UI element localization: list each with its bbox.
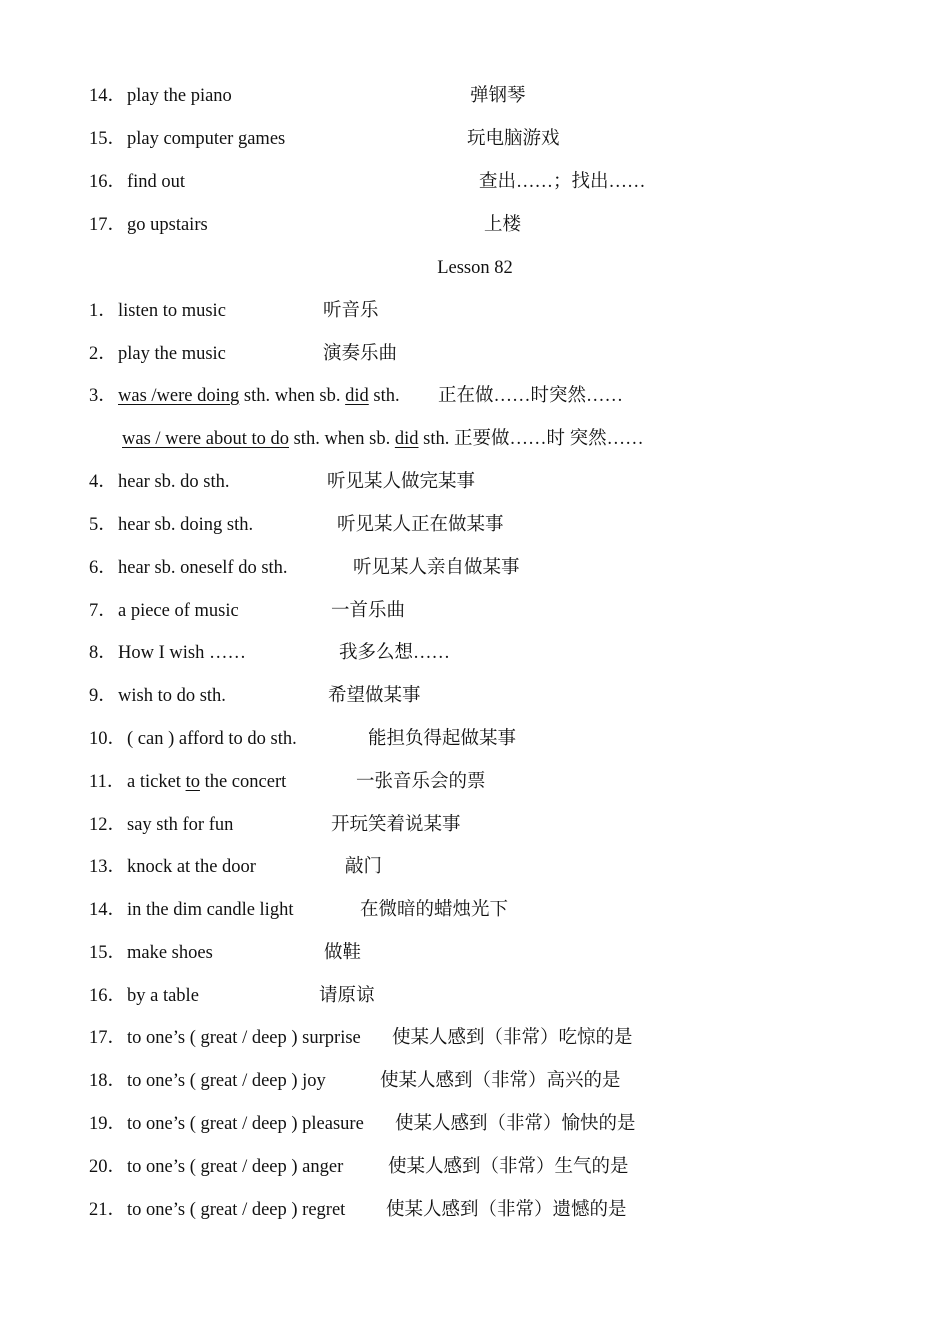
- english-phrase: to one’s ( great / deep ) joy: [127, 1071, 326, 1091]
- english-phrase: to one’s ( great / deep ) surprise: [127, 1028, 361, 1048]
- chinese-meaning: 玩电脑游戏: [467, 129, 560, 149]
- phrase-text: sth. when sb.: [239, 386, 346, 406]
- item-number: 20．: [89, 1157, 127, 1177]
- item-number: 15．: [89, 943, 127, 963]
- chinese-meaning: 使某人感到（非常）遗憾的是: [386, 1200, 627, 1220]
- phrase-text: sth. 正要做……时 突然……: [418, 429, 644, 449]
- chinese-meaning: 听见某人正在做某事: [337, 515, 504, 535]
- chinese-meaning: 能担负得起做某事: [368, 729, 517, 749]
- english-phrase: to one’s ( great / deep ) pleasure: [127, 1114, 364, 1134]
- phrase-text: the concert: [199, 772, 287, 792]
- chinese-meaning: 请原谅: [319, 986, 375, 1006]
- item-number: 15．: [89, 129, 127, 149]
- item-number: 16．: [89, 986, 127, 1006]
- english-phrase: play computer games: [127, 129, 286, 149]
- english-phrase: ( can ) afford to do sth.: [127, 729, 297, 749]
- english-phrase: play the music: [118, 344, 226, 364]
- english-phrase: to one’s ( great / deep ) regret: [127, 1200, 346, 1220]
- chinese-meaning: 查出……；找出……: [479, 172, 646, 192]
- chinese-meaning: 演奏乐曲: [323, 344, 398, 364]
- item-number: 14．: [89, 900, 127, 920]
- item-number: 3．: [89, 386, 117, 406]
- underlined-text: was / were about to do: [122, 429, 289, 449]
- chinese-meaning: 听见某人亲自做某事: [353, 558, 520, 578]
- item-number: 1．: [89, 301, 117, 321]
- english-phrase: find out: [127, 172, 186, 192]
- chinese-meaning: 在微暗的蜡烛光下: [360, 900, 509, 920]
- english-phrase: say sth for fun: [127, 815, 234, 835]
- underlined-text: was /were doing: [118, 386, 240, 406]
- chinese-meaning: 使某人感到（非常）愉快的是: [395, 1114, 636, 1134]
- chinese-meaning: 一张音乐会的票: [356, 772, 486, 792]
- english-phrase: hear sb. do sth.: [118, 472, 230, 492]
- english-phrase: make shoes: [127, 943, 213, 963]
- chinese-meaning: 弹钢琴: [470, 86, 526, 106]
- english-phrase: [118, 381, 400, 411]
- english-phrase: by a table: [127, 986, 199, 1006]
- item-number: 19．: [89, 1114, 127, 1134]
- english-phrase: to one’s ( great / deep ) anger: [127, 1157, 344, 1177]
- english-phrase: go upstairs: [127, 215, 208, 235]
- item-number: 10．: [89, 729, 127, 749]
- underlined-text: did: [345, 386, 369, 406]
- item-number: 8．: [89, 643, 117, 663]
- english-phrase: wish to do sth.: [118, 686, 226, 706]
- english-phrase: listen to music: [118, 301, 226, 321]
- item-number: 17．: [89, 1028, 127, 1048]
- item-number: 12．: [89, 815, 127, 835]
- chinese-meaning: 敲门: [345, 857, 383, 877]
- item-number: 7．: [89, 601, 117, 621]
- item-number: 11．: [89, 772, 126, 792]
- chinese-meaning: 上楼: [484, 215, 522, 235]
- chinese-meaning: 开玩笑着说某事: [331, 815, 461, 835]
- chinese-meaning: 听音乐: [323, 301, 379, 321]
- english-phrase: hear sb. oneself do sth.: [118, 558, 288, 578]
- chinese-meaning: 使某人感到（非常）吃惊的是: [392, 1028, 633, 1048]
- phrase-text: a ticket: [127, 772, 186, 792]
- chinese-meaning: 希望做某事: [328, 686, 421, 706]
- chinese-meaning: 使某人感到（非常）生气的是: [388, 1157, 629, 1177]
- item-number: 6．: [89, 558, 117, 578]
- item-number: 2．: [89, 344, 117, 364]
- english-phrase: play the piano: [127, 86, 232, 106]
- underlined-text: to: [185, 772, 200, 792]
- item-number: 14．: [89, 86, 127, 106]
- underlined-text: did: [394, 429, 419, 449]
- chinese-meaning: 我多么想……: [339, 643, 451, 663]
- english-phrase: in the dim candle light: [127, 900, 294, 920]
- item-number: 13．: [89, 857, 127, 877]
- item-number: 9．: [89, 686, 117, 706]
- item-number: 4．: [89, 472, 117, 492]
- english-phrase: [122, 424, 644, 454]
- item-number: 16．: [89, 172, 127, 192]
- english-phrase: hear sb. doing sth.: [118, 515, 254, 535]
- english-phrase: a piece of music: [118, 601, 239, 621]
- english-phrase: How I wish ……: [118, 643, 246, 663]
- chinese-meaning: 一首乐曲: [331, 601, 406, 621]
- item-number: 5．: [89, 515, 117, 535]
- chinese-meaning: 听见某人做完某事: [327, 472, 476, 492]
- phrase-text: sth.: [368, 386, 400, 406]
- english-phrase: [127, 767, 286, 797]
- chinese-meaning: 使某人感到（非常）高兴的是: [380, 1071, 621, 1091]
- item-number: 17．: [89, 215, 127, 235]
- lesson-title: Lesson 82: [437, 258, 513, 278]
- chinese-meaning: 正在做……时突然……: [438, 386, 624, 406]
- item-number: 21．: [89, 1200, 127, 1220]
- item-number: 18．: [89, 1071, 127, 1091]
- chinese-meaning: 做鞋: [324, 943, 362, 963]
- phrase-text: sth. when sb.: [288, 429, 395, 449]
- english-phrase: knock at the door: [127, 857, 256, 877]
